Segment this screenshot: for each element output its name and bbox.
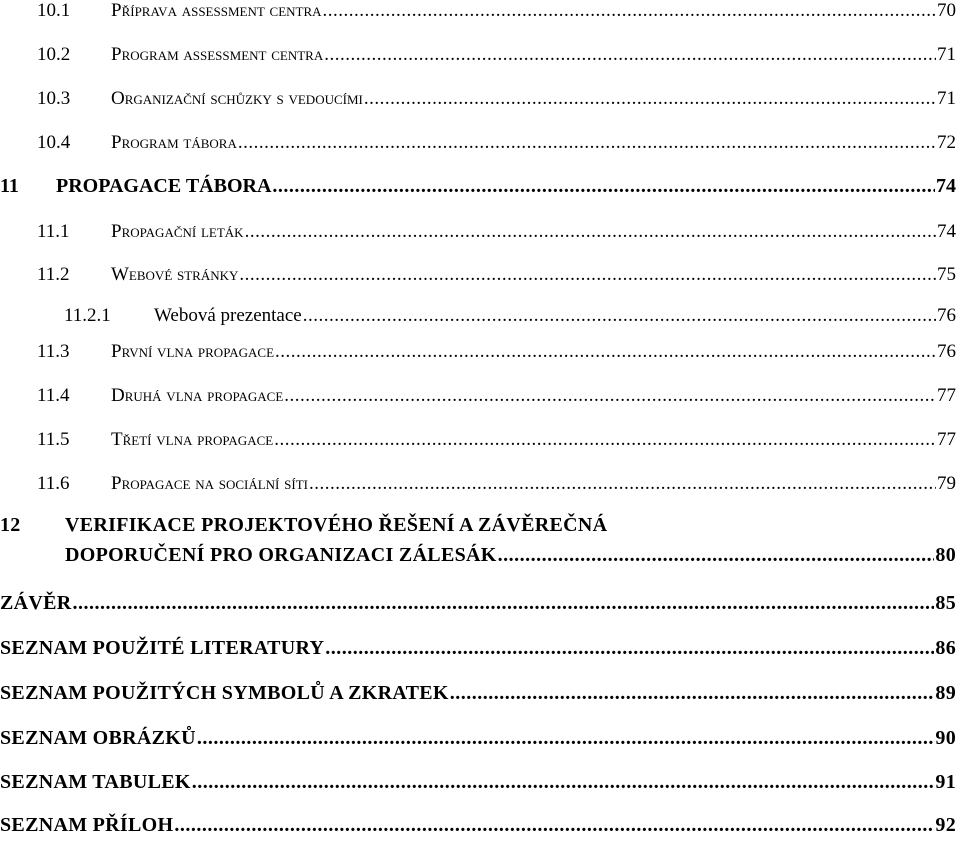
leader-dots [174,814,934,837]
toc-chapter-number: 12 [0,514,21,536]
leader-dots [197,727,935,750]
leader-dots [450,682,935,705]
toc-chapter-title: PROPAGACE TÁBORA [56,175,272,197]
toc-entry-title: Webové stránky [111,264,239,285]
toc-entry-title: Organizační schůzky s vedoucími [111,88,363,109]
leader-dots [239,264,936,286]
toc-entry-title: SEZNAM TABULEK [0,771,191,793]
leader-dots [325,637,934,660]
toc-entry-page: 91 [935,771,956,793]
toc-entry-title: První vlna propagace [111,341,275,362]
leader-dots [275,341,936,363]
leader-dots [272,175,935,198]
toc-entry-number: 10.4 [37,132,71,153]
leader-dots [274,429,936,451]
toc-seznam-literatury[interactable] [0,637,956,667]
leader-dots [238,132,936,154]
toc-entry-11-6[interactable] [0,473,956,503]
toc-entry-number: 11.2 [37,264,70,285]
toc-entry-number: 11.4 [37,385,70,406]
toc-entry-title: SEZNAM PŘÍLOH [0,814,174,836]
leader-dots [364,88,936,110]
toc-seznam-priloh[interactable] [0,814,956,844]
toc-chapter-title-line2: DOPORUČENÍ PRO ORGANIZACI ZÁLESÁK [65,544,497,566]
toc-entry-title: Program assessment centra [111,44,324,65]
toc-entry-number: 10.2 [37,44,71,65]
toc-seznam-symbolu[interactable] [0,682,956,712]
toc-entry-page: 70 [937,0,956,21]
leader-dots [73,592,935,615]
toc-chapter-page: 74 [936,175,956,197]
toc-entry-title: Přípravа assessment centra [111,0,322,21]
toc-entry-title: SEZNAM POUŽITÉ LITERATURY [0,637,325,659]
toc-chapter-number: 11 [0,175,19,197]
toc-entry-number: 11.3 [37,341,70,362]
toc-entry-title: SEZNAM POUŽITÝCH SYMBOLŮ A ZKRATEK [0,682,449,704]
leader-dots [323,0,936,22]
toc-entry-title: Webová prezentace [154,305,302,326]
toc-entry-11-2-1[interactable] [0,305,956,335]
toc-chapter-11[interactable] [0,175,956,205]
toc-entry-number: 11.5 [37,429,70,450]
toc-entry-title: ZÁVĚR [0,592,72,614]
toc-entry-page: 77 [937,385,956,406]
toc-entry-page: 85 [935,592,956,614]
toc-entry-page: 76 [937,305,956,326]
leader-dots [245,221,936,243]
toc-entry-title: Program tábora [111,132,237,153]
toc-entry-11-4[interactable] [0,385,956,415]
leader-dots [498,544,935,567]
toc-entry-10-3[interactable] [0,88,956,118]
toc-entry-page: 89 [935,682,956,704]
toc-entry-title: Druhá vlna propagace [111,385,284,406]
toc-entry-page: 71 [937,44,956,65]
toc-entry-page: 71 [937,88,956,109]
toc-entry-11-2[interactable] [0,264,956,294]
toc-entry-title: SEZNAM OBRÁZKŮ [0,727,196,749]
toc-entry-page: 72 [937,132,956,153]
toc-entry-page: 77 [937,429,956,450]
toc-entry-11-5[interactable] [0,429,956,459]
toc-chapter-12[interactable] [0,514,956,574]
toc-entry-10-4[interactable] [0,132,956,162]
toc-entry-number: 11.1 [37,221,70,242]
toc-entry-page: 92 [935,814,956,836]
toc-entry-number: 10.3 [37,88,71,109]
leader-dots [309,473,936,495]
toc-chapter-page: 80 [935,544,956,566]
toc-entry-10-1[interactable] [0,0,956,30]
toc-entry-page: 76 [937,341,956,362]
toc-entry-10-2[interactable] [0,44,956,74]
toc-entry-page: 75 [937,264,956,285]
toc-entry-number: 10.1 [37,0,71,21]
leader-dots [324,44,936,66]
toc-entry-title: Třetí vlna propagace [111,429,274,450]
toc-entry-page: 79 [937,473,956,494]
toc-zaver[interactable] [0,592,956,622]
toc-entry-page: 74 [937,221,956,242]
toc-entry-title: Propagační leták [111,221,244,242]
toc-entry-11-1[interactable] [0,221,956,251]
toc-chapter-title-line1: VERIFIKACE PROJEKTOVÉHO ŘEŠENÍ A ZÁVĚREČNÁ [65,514,608,536]
toc-seznam-obrazku[interactable] [0,727,956,757]
leader-dots [303,305,936,327]
toc-entry-page: 90 [935,727,956,749]
toc-entry-11-3[interactable] [0,341,956,371]
toc-entry-number: 11.6 [37,473,70,494]
toc-entry-title: Propagace na sociální síti [111,473,308,494]
toc-seznam-tabulek[interactable] [0,771,956,801]
leader-dots [284,385,936,407]
toc-entry-page: 86 [935,637,956,659]
leader-dots [192,771,935,794]
toc-entry-number: 11.2.1 [64,305,111,326]
